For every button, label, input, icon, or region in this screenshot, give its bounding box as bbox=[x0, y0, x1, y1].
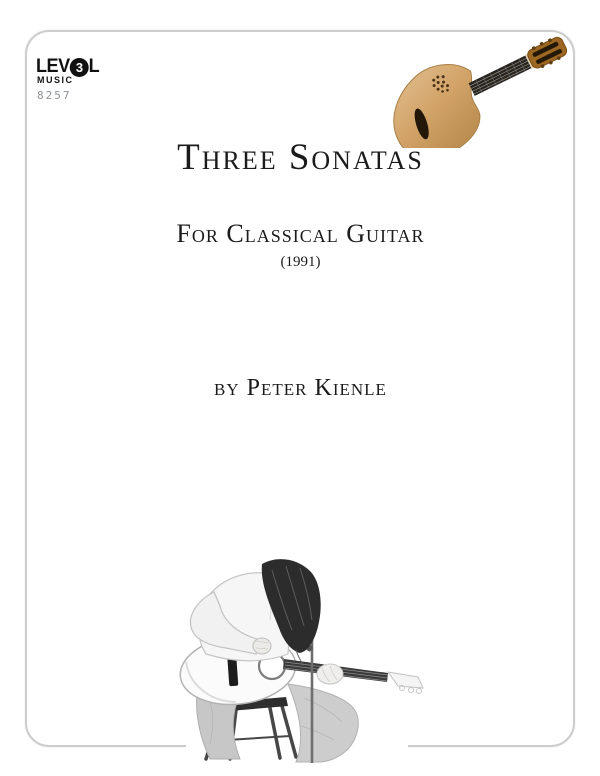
byline: by Peter Kienle bbox=[214, 375, 387, 401]
logo-subtext: MUSIC bbox=[37, 75, 74, 85]
logo-text-suffix: L bbox=[88, 56, 100, 77]
page-title: Three Sonatas bbox=[177, 137, 424, 178]
logo-digit: 3 bbox=[75, 59, 83, 75]
level3-circle-icon bbox=[70, 58, 89, 77]
guitar-headstock bbox=[526, 35, 568, 70]
guitarist-sketch-image bbox=[170, 558, 435, 763]
catalog-number: 8257 bbox=[37, 89, 72, 102]
classical-guitar-image bbox=[383, 33, 568, 148]
guitar-body bbox=[383, 52, 499, 148]
guitar-group bbox=[383, 33, 568, 148]
logo-wordmark bbox=[36, 56, 99, 78]
year: (1991) bbox=[280, 254, 321, 270]
publisher-logo bbox=[36, 56, 103, 102]
page-subtitle: For Classical Guitar bbox=[176, 219, 425, 248]
strumming-hand bbox=[253, 638, 271, 654]
logo-text-prefix: LEV bbox=[36, 56, 70, 77]
